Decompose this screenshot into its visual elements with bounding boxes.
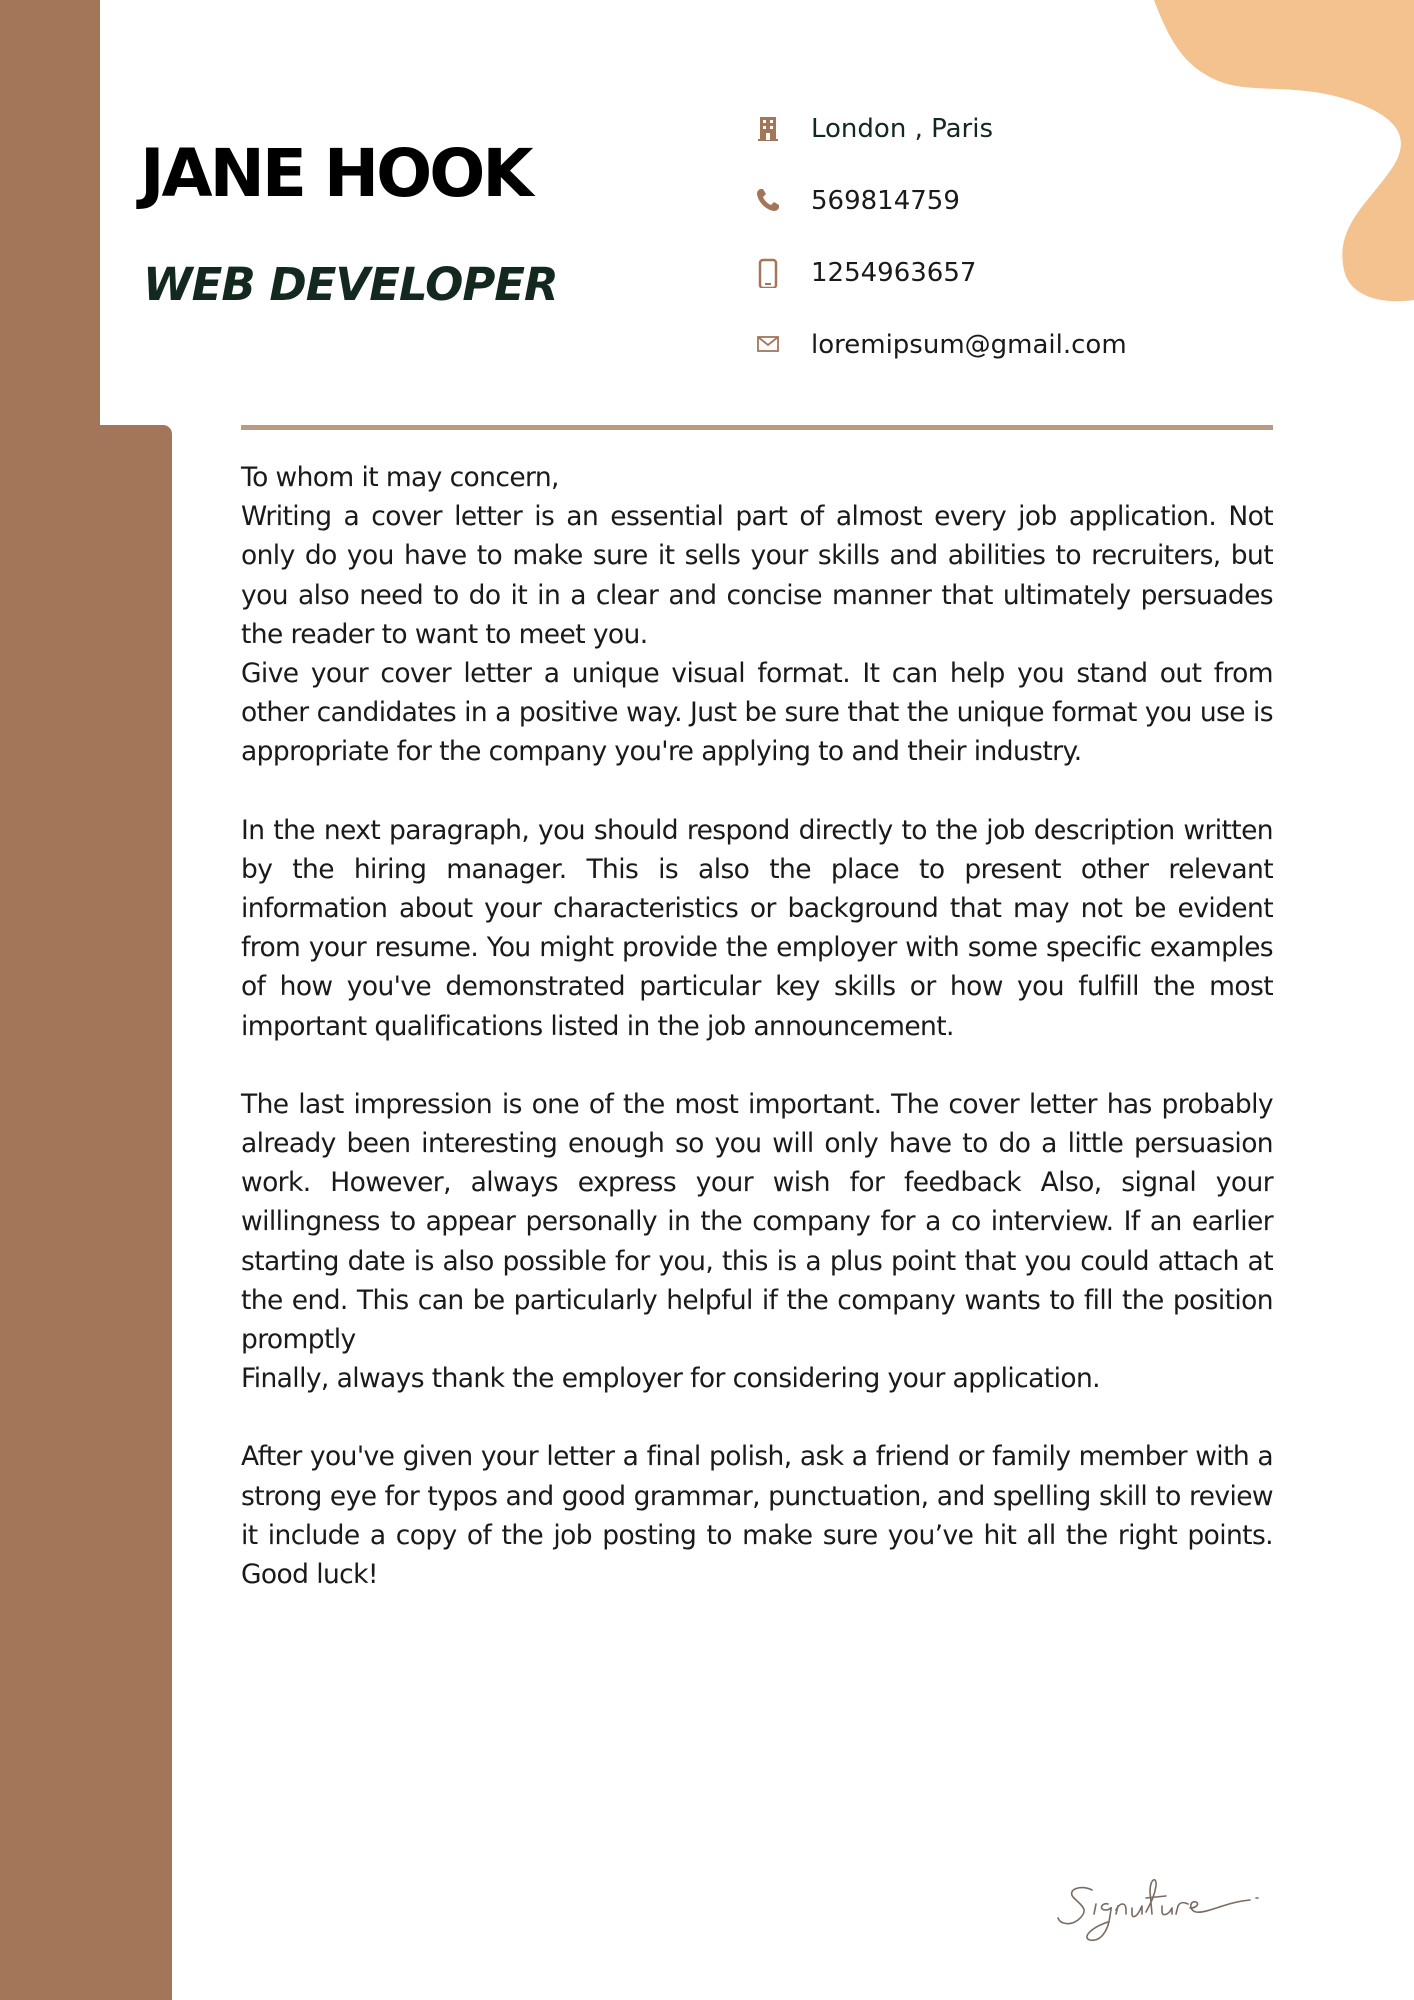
- letter-paragraph: The last impression is one of the most important. The cover letter has probably already been interesting enough so you will only have to do a little persuasion work. However, always express your wish for feedback Also, signal your willingness to appear personally in the company for a co interview. If an earlier starting date is also possible for you, this is a plus point that you could attach at the end. This can be particularly helpful if the company wants to fill the position promptly: [241, 1088, 1273, 1356]
- applicant-name: JANE HOOK: [140, 135, 531, 212]
- mobile-icon: [755, 256, 781, 288]
- mail-icon: [755, 331, 781, 357]
- letter-body: [241, 458, 1273, 1594]
- letter-paragraph: In the next paragraph, you should respond directly to the job description written by the hiring manager. This is also the place to present other relevant information about your characteristics or background that may not be evident from your resume. You might provide the employer with some specific examples of how you've demonstrated particular key skills or how you fulfill the most important qualifications listed in the job announcement.: [241, 814, 1273, 1042]
- letter-paragraph: Give your cover letter a unique visual format. It can help you stand out from other candidates in a positive way. Just be sure that the unique format you use is appropriate for the company you're applying to and their industry.: [241, 658, 1273, 768]
- handwritten-signature: [1050, 1848, 1280, 1948]
- letter-paragraph: Finally, always thank the employer for considering your application.: [241, 1363, 1100, 1395]
- decorative-blob: [1154, 0, 1414, 305]
- header-divider: [241, 425, 1273, 430]
- letter-paragraph: After you've given your letter a final polish, ask a friend or family member with a strong eye for typos and good grammar, punctuation, and spelling skill to review it include a copy of the job posting to make sure you’ve hit all the right points. Good luck!: [241, 1441, 1273, 1591]
- contact-mobile: [755, 256, 1175, 328]
- building-icon: [755, 115, 781, 141]
- sidebar-bar-bottom: [0, 425, 172, 2000]
- letter-greeting: To whom it may concern,: [241, 462, 559, 493]
- phone-text: 569814759: [811, 186, 960, 216]
- phone-icon: [755, 187, 781, 213]
- letter-paragraph: Writing a cover letter is an essential part of almost every job application. Not only do you have to make sure it sells your skills and abilities to recruiters, but you also need to do it in a clear and concise manner that ultimately persuades the reader to want to meet you.: [241, 501, 1273, 650]
- contact-list: [755, 112, 1175, 400]
- email-text[interactable]: loremipsum@gmail.com: [811, 330, 1127, 360]
- contact-email: [755, 328, 1175, 400]
- contact-location: [755, 112, 1175, 184]
- job-title: WEB DEVELOPER: [143, 258, 558, 311]
- contact-phone: [755, 184, 1175, 256]
- sidebar-bar-top: [0, 0, 100, 430]
- location-text: London , Paris: [811, 114, 993, 144]
- mobile-text: 1254963657: [811, 258, 977, 288]
